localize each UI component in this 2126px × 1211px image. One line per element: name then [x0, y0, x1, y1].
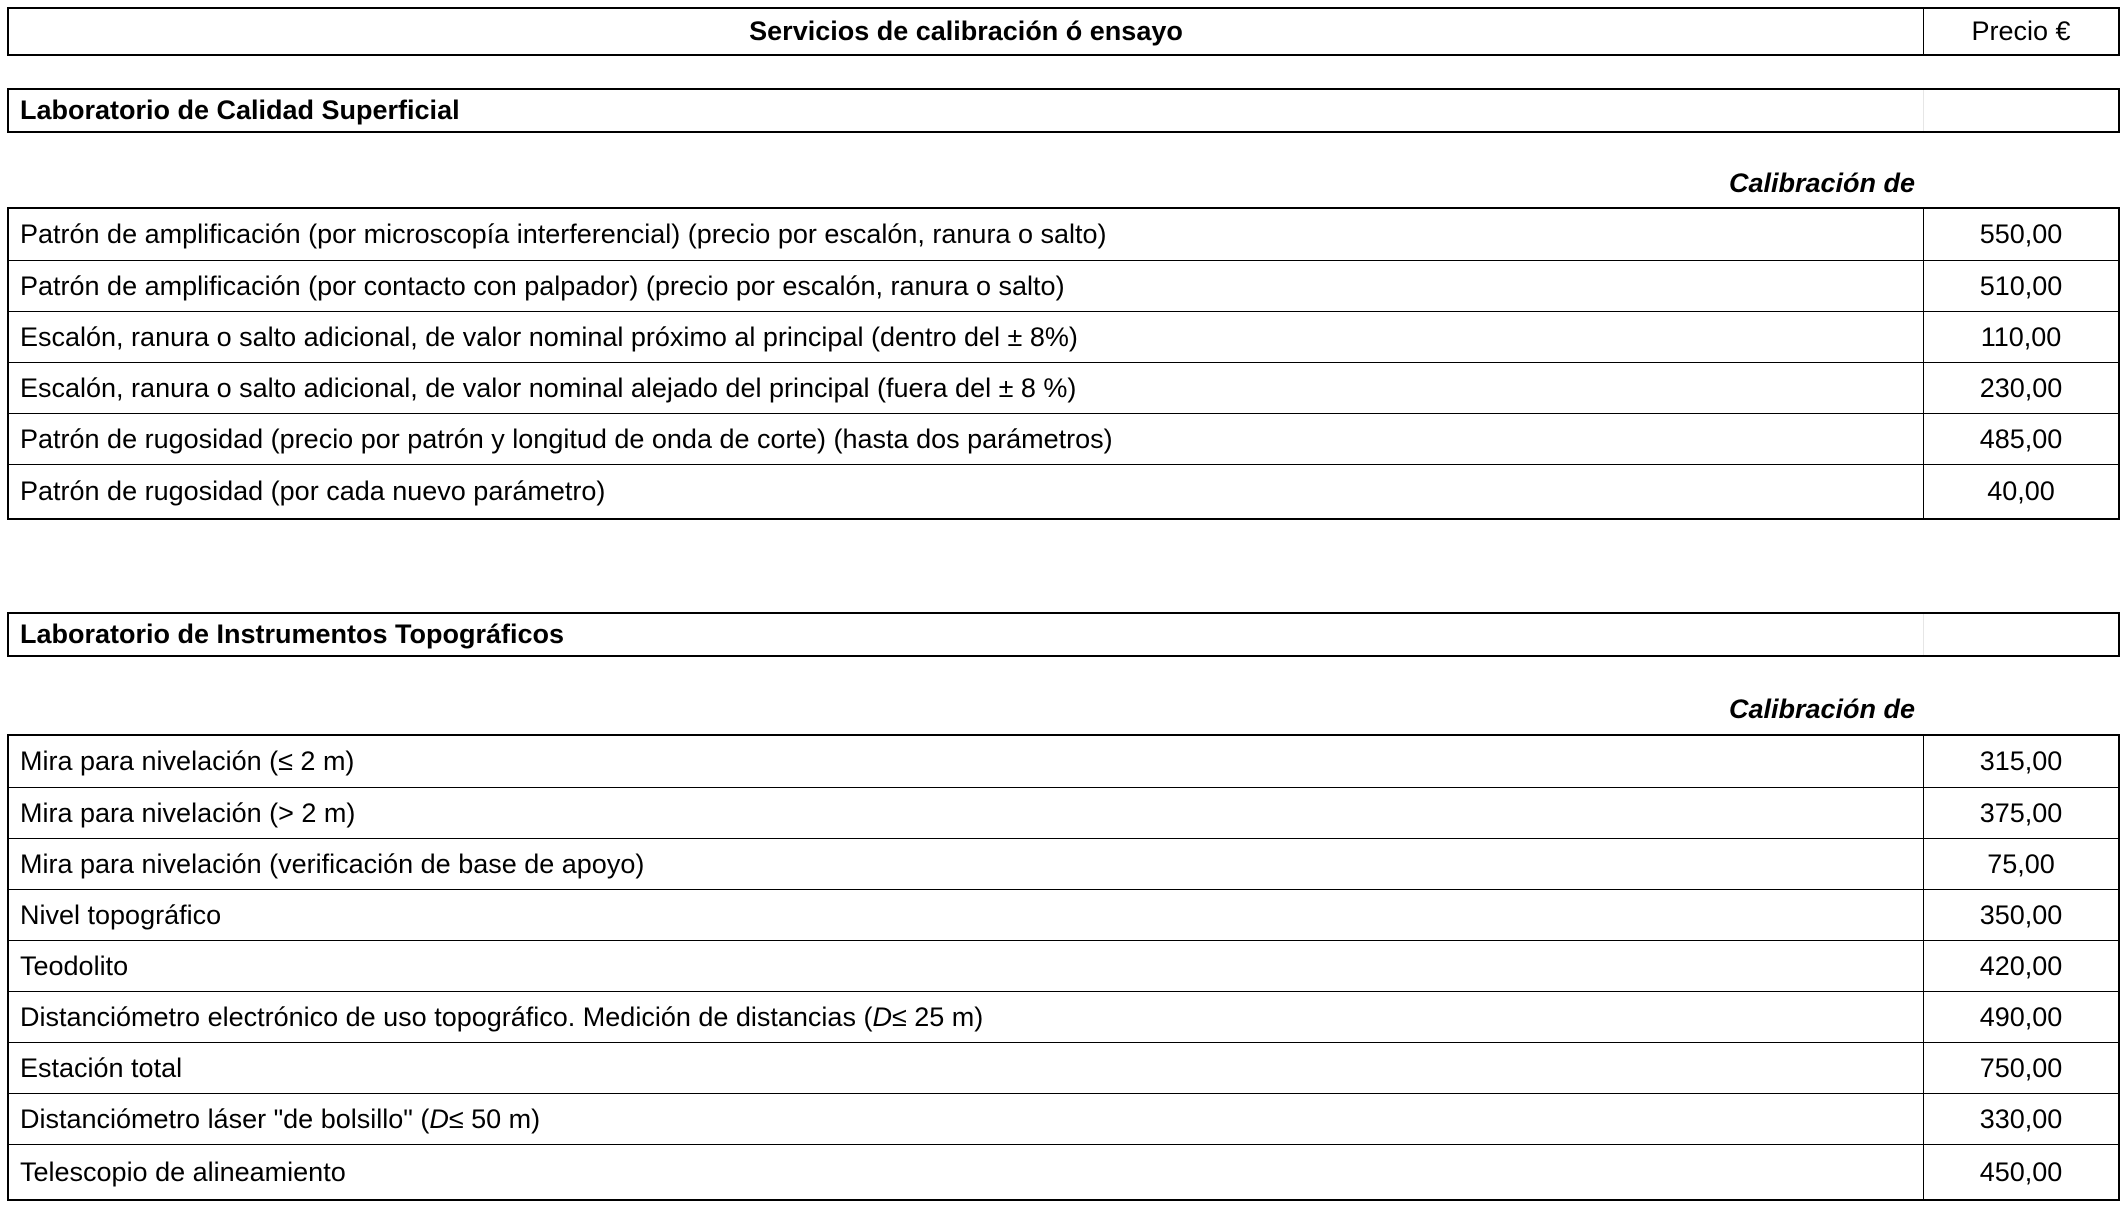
table-row: [9, 838, 2118, 889]
row-description: [9, 992, 1923, 1042]
row-description-suffix: ≤ 50 m): [448, 1103, 541, 1134]
row-description-prefix: Distanciómetro electrónico de uso topográfico. Medición de distancias (: [20, 1001, 873, 1032]
row-price: 485,00: [1923, 414, 2118, 464]
table-row: [9, 1042, 2118, 1093]
row-price: 315,00: [1923, 736, 2118, 787]
row-price: 750,00: [1923, 1043, 2118, 1093]
row-description: Estación total: [20, 1052, 183, 1083]
row-price: 350,00: [1923, 890, 2118, 940]
row-price: 375,00: [1923, 788, 2118, 838]
row-description-variable: D: [872, 1001, 892, 1032]
row-price: 40,00: [1923, 465, 2118, 518]
row-description: Mira para nivelación (≤ 2 m): [20, 746, 355, 776]
row-description: Nivel topográfico: [20, 899, 222, 930]
row-price: 490,00: [1923, 992, 2118, 1042]
table-row: [9, 736, 2118, 787]
row-description: Patrón de rugosidad (por cada nuevo parámetro): [20, 476, 606, 506]
table-row: [9, 311, 2118, 362]
row-description: Patrón de rugosidad (precio por patrón y longitud de onda de corte) (hasta dos parámetros): [20, 423, 1113, 454]
price-table: [7, 734, 2120, 1201]
price-column-header: Precio €: [1923, 9, 2118, 54]
table-row: [9, 787, 2118, 838]
table-row: [9, 889, 2118, 940]
table-row: [9, 413, 2118, 464]
row-price: 450,00: [1923, 1145, 2118, 1199]
row-price: 75,00: [1923, 839, 2118, 889]
row-price: 330,00: [1923, 1094, 2118, 1144]
table-row: [9, 1144, 2118, 1199]
row-price: 550,00: [1923, 209, 2118, 260]
row-price: 420,00: [1923, 941, 2118, 991]
section-subheading: Calibración de: [1728, 168, 1915, 198]
section-title: Laboratorio de Calidad Superficial: [20, 95, 460, 125]
section-title-box: [7, 88, 2120, 133]
table-row: [9, 260, 2118, 311]
row-description: [9, 1094, 1923, 1144]
row-description: Teodolito: [20, 950, 129, 981]
row-description: Escalón, ranura o salto adicional, de valor nominal alejado del principal (fuera del ± 8 %): [20, 372, 1077, 403]
row-description: Telescopio de alineamiento: [20, 1156, 346, 1187]
table-row: [9, 940, 2118, 991]
services-column-header: Servicios de calibración ó ensayo: [749, 16, 1183, 46]
row-description-prefix: Distanciómetro láser "de bolsillo" (: [20, 1103, 430, 1134]
row-description: Patrón de amplificación (por microscopía interferencial) (precio por escalón, ranura o salto): [20, 219, 1107, 249]
row-price: 230,00: [1923, 363, 2118, 413]
section-title-price-cell: [1923, 614, 2118, 655]
row-description-variable: D: [429, 1103, 449, 1134]
section-title-price-cell: [1923, 90, 2118, 131]
table-row: [9, 1093, 2118, 1144]
row-price: 510,00: [1923, 261, 2118, 311]
row-price: 110,00: [1923, 312, 2118, 362]
section-subheading: Calibración de: [1728, 694, 1915, 724]
row-description: Mira para nivelación (> 2 m): [20, 797, 356, 828]
table-row: [9, 464, 2118, 518]
table-header: [7, 7, 2120, 56]
section-title-box: [7, 612, 2120, 657]
table-row: [9, 209, 2118, 260]
row-description-suffix: ≤ 25 m): [891, 1001, 984, 1032]
table-row: [9, 362, 2118, 413]
row-description: Mira para nivelación (verificación de base de apoyo): [20, 848, 645, 879]
row-description: Escalón, ranura o salto adicional, de valor nominal próximo al principal (dentro del ± 8%): [20, 321, 1078, 352]
row-description: Patrón de amplificación (por contacto con palpador) (precio por escalón, ranura o salto): [20, 270, 1065, 301]
price-table: [7, 207, 2120, 520]
table-row: [9, 991, 2118, 1042]
section-title: Laboratorio de Instrumentos Topográficos: [20, 619, 565, 649]
